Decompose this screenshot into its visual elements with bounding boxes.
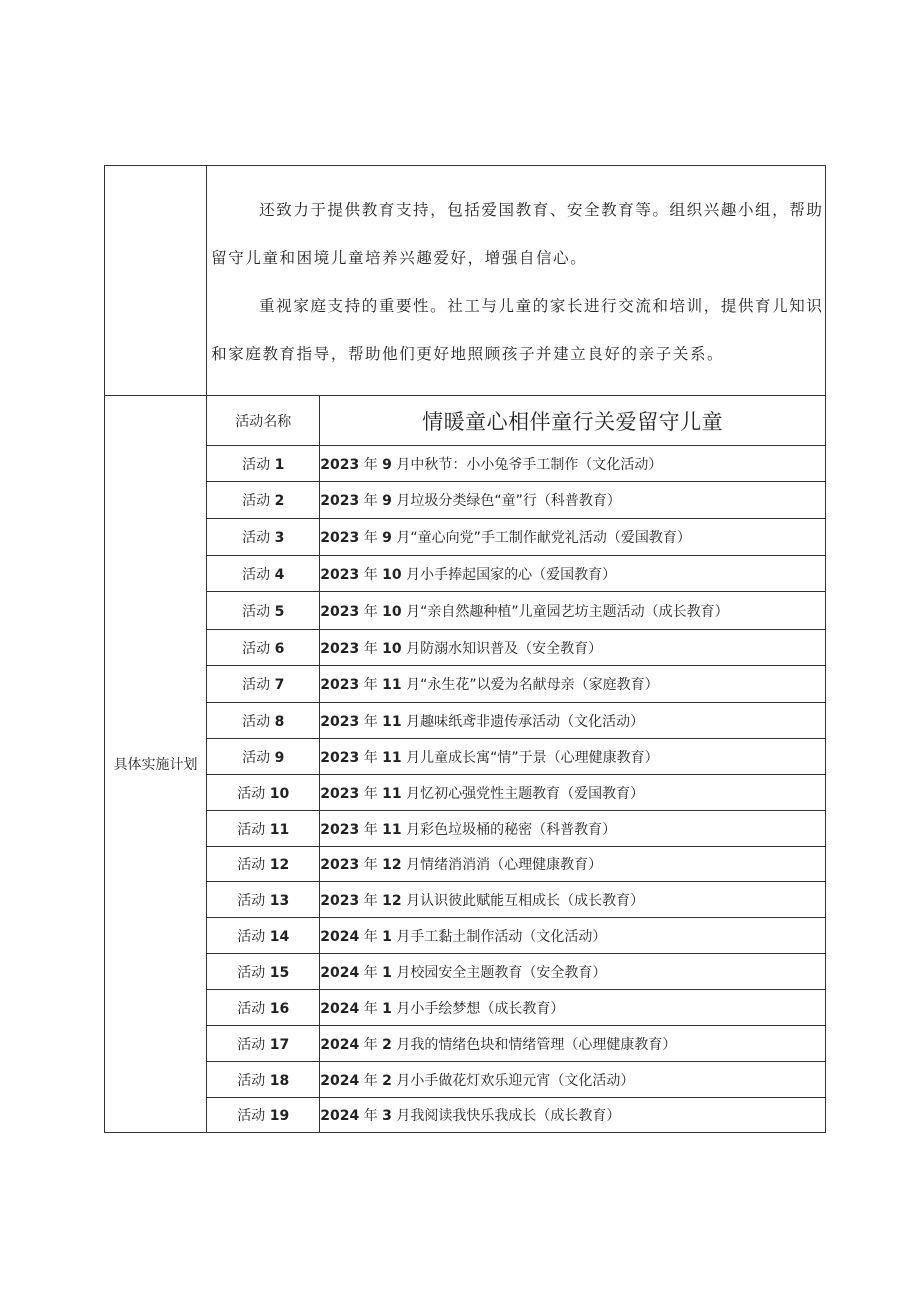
activity-row [105,990,826,1026]
activity-year: 2023 [320,821,360,838]
activity-year: 2024 [320,1000,360,1017]
activity-label-text: 活动 [237,892,266,909]
activity-year-unit: 年 [363,456,378,473]
activity-month: 12 [382,892,402,909]
activity-number: 16 [269,1000,290,1017]
activity-month: 11 [382,677,402,693]
activity-number: 4 [274,566,285,583]
activity-year-unit: 年 [363,603,378,620]
intro-paragraph-2: 重视家庭支持的重要性。社工与儿童的家长进行交流和培训，提供育儿知识和家庭教育指导，帮助他们更好地照顾孩子并建立良好的亲子关系。 [211,296,824,363]
activity-month: 10 [382,640,402,657]
activity-month: 11 [382,713,402,730]
activity-year-unit: 年 [363,640,378,657]
activity-number: 18 [269,1072,290,1089]
activity-label [207,739,320,775]
activity-description [320,666,826,703]
activity-label [207,1098,320,1133]
activity-label-text: 活动 [242,566,271,583]
activity-label-text: 活动 [242,677,271,693]
activity-number: 7 [274,677,285,693]
implementation-plan-label: 具体实施计划 [105,396,207,1133]
activity-label [207,954,320,990]
activity-year-unit: 年 [363,713,378,730]
activity-text: 月“童心向党”手工制作献党礼活动（爱国教育） [396,530,691,546]
activity-year: 2023 [320,677,360,693]
activity-text: 月忆初心强党性主题教育（爱国教育） [406,785,645,802]
activity-label [207,519,320,556]
activity-label-text: 活动 [237,1072,266,1089]
activity-year: 2023 [320,640,360,657]
activity-year: 2024 [320,928,360,945]
activity-row [105,954,826,990]
activity-description [320,739,826,775]
activity-month: 10 [382,566,402,583]
activity-label [207,775,320,811]
activity-number: 13 [269,892,290,909]
activity-row [105,446,826,482]
activity-year-unit: 年 [363,928,378,945]
activity-description [320,703,826,739]
activity-text: 月小手做花灯欢乐迎元宵（文化活动） [396,1072,635,1089]
activity-number: 6 [274,640,285,657]
activity-month: 9 [382,530,392,546]
activity-label [207,446,320,482]
activity-label [207,811,320,847]
activity-description [320,1098,826,1133]
activity-number: 11 [269,821,290,838]
activity-month: 2 [382,1072,392,1089]
activity-row [105,666,826,703]
activity-row [105,918,826,954]
activity-label-text: 活动 [237,785,266,802]
activity-year: 2023 [320,566,360,583]
activity-year: 2023 [320,530,360,546]
activity-year: 2023 [320,785,360,802]
activity-row [105,592,826,630]
activity-label [207,666,320,703]
activity-label-text: 活动 [242,530,271,546]
activity-number: 17 [269,1036,290,1053]
activity-label-text: 活动 [242,603,271,620]
activity-month: 1 [382,964,392,981]
activity-number: 2 [274,493,285,509]
activity-year-unit: 年 [363,1036,378,1053]
project-title: 情暖童心相伴童行关爱留守儿童 [320,396,826,446]
activity-label [207,556,320,592]
activity-text: 月校园安全主题教育（安全教育） [396,964,607,981]
activity-label-text: 活动 [242,456,271,473]
activity-text: 月情绪消消消（心理健康教育） [406,857,603,873]
activity-year: 2023 [320,493,360,509]
activity-label-text: 活动 [242,749,271,766]
activity-text: 月手工黏土制作活动（文化活动） [396,928,607,945]
activity-text: 月儿童成长寓“情”于景（心理健康教育） [406,749,659,766]
activity-description [320,556,826,592]
activity-label [207,630,320,666]
activity-row [105,739,826,775]
activity-description [320,918,826,954]
activity-description [320,592,826,630]
activity-text: 月防溺水知识普及（安全教育） [406,640,603,657]
activity-year-unit: 年 [363,785,378,802]
activity-row [105,1098,826,1133]
activity-month: 12 [382,857,402,873]
activity-month: 2 [382,1036,392,1053]
activity-number: 9 [274,749,285,766]
activity-row [105,482,826,519]
activity-year-unit: 年 [363,1000,378,1017]
activity-number: 12 [269,857,290,873]
activity-year: 2024 [320,1036,360,1053]
activity-month: 11 [382,821,402,838]
activity-row [105,703,826,739]
activity-description [320,630,826,666]
plan-table [104,165,826,1133]
activity-number: 1 [274,456,285,473]
activity-label-text: 活动 [242,493,271,509]
activity-row [105,775,826,811]
activity-label [207,1062,320,1098]
activity-description [320,882,826,918]
activity-year: 2024 [320,964,360,981]
activity-row [105,630,826,666]
activity-text: 月“永生花”以爱为名献母亲（家庭教育） [406,677,659,693]
activity-label [207,918,320,954]
activity-text: 月小手捧起国家的心（爱国教育） [406,566,617,583]
activity-month: 10 [382,603,402,620]
activity-month: 11 [382,785,402,802]
activity-month: 9 [382,493,392,509]
activity-description [320,811,826,847]
activity-text: 月“亲自然趣种植”儿童园艺坊主题活动（成长教育） [406,603,729,620]
activity-year-unit: 年 [363,857,378,873]
activity-label [207,592,320,630]
activity-row [105,811,826,847]
activity-text: 月彩色垃圾桶的秘密（科普教育） [406,821,617,838]
activity-label [207,990,320,1026]
activity-text: 月我的情绪色块和情绪管理（心理健康教育） [396,1036,677,1053]
activity-year-unit: 年 [363,821,378,838]
intro-text-cell [207,166,826,396]
activity-label-text: 活动 [242,640,271,657]
activity-label-text: 活动 [237,928,266,945]
activity-text: 月我阅读我快乐我成长（成长教育） [396,1108,621,1124]
activity-label [207,1026,320,1062]
activity-year: 2023 [320,713,360,730]
activity-label [207,882,320,918]
activity-label [207,847,320,882]
activity-year: 2023 [320,857,360,873]
activity-year: 2023 [320,603,360,620]
document-page [104,165,826,1133]
activity-row [105,1026,826,1062]
activity-year-unit: 年 [363,493,378,509]
activity-number: 14 [269,928,290,945]
activity-year-unit: 年 [363,892,378,909]
activity-description [320,990,826,1026]
activity-number: 8 [274,713,285,730]
intro-side-cell [105,166,207,396]
activity-number: 3 [274,530,285,546]
activity-number: 19 [269,1108,290,1124]
activity-year-unit: 年 [363,566,378,583]
activity-row [105,882,826,918]
activity-row [105,847,826,882]
activity-month: 1 [382,928,392,945]
activity-year-unit: 年 [363,1072,378,1089]
intro-row [105,166,826,396]
activity-month: 3 [382,1108,392,1124]
activity-label-text: 活动 [237,857,266,873]
activity-year-unit: 年 [363,677,378,693]
activity-name-label: 活动名称 [207,396,320,446]
activity-row [105,556,826,592]
activity-label-text: 活动 [242,713,271,730]
activity-month: 11 [382,749,402,766]
activity-description [320,482,826,519]
activity-text: 月认识彼此赋能互相成长（成长教育） [406,892,645,909]
activity-year-unit: 年 [363,1108,378,1124]
activity-year-unit: 年 [363,749,378,766]
activity-label-text: 活动 [237,821,266,838]
activity-description [320,519,826,556]
activity-year: 2024 [320,1072,360,1089]
activity-year: 2024 [320,1108,360,1124]
activity-label-text: 活动 [237,964,266,981]
activity-number: 10 [269,785,290,802]
activity-text: 月中秋节：小小兔爷手工制作（文化活动） [396,456,663,473]
activity-year: 2023 [320,456,360,473]
activity-text: 月小手绘梦想（成长教育） [396,1000,565,1017]
activity-description [320,1062,826,1098]
activity-number: 15 [269,964,290,981]
activity-description [320,847,826,882]
activity-year-unit: 年 [363,530,378,546]
activity-row [105,519,826,556]
activity-year: 2023 [320,892,360,909]
activity-description [320,954,826,990]
activity-year: 2023 [320,749,360,766]
activity-label-text: 活动 [237,1000,266,1017]
activity-month: 1 [382,1000,392,1017]
activity-description [320,775,826,811]
activity-month: 9 [382,456,392,473]
activity-description [320,1026,826,1062]
activity-description [320,446,826,482]
activity-year-unit: 年 [363,964,378,981]
intro-paragraph-1: 还致力于提供教育支持，包括爱国教育、安全教育等。组织兴趣小组，帮助留守儿童和困境儿童培养兴趣爱好，增强自信心。 [211,200,824,267]
activity-label-text: 活动 [237,1108,266,1124]
activity-text: 月趣味纸鸢非遗传承活动（文化活动） [406,713,645,730]
activity-label [207,703,320,739]
activity-row [105,1062,826,1098]
activity-label [207,482,320,519]
activity-number: 5 [274,603,285,620]
activity-label-text: 活动 [237,1036,266,1053]
activity-text: 月垃圾分类绿色“童”行（科普教育） [396,493,621,509]
header-row [105,396,826,446]
